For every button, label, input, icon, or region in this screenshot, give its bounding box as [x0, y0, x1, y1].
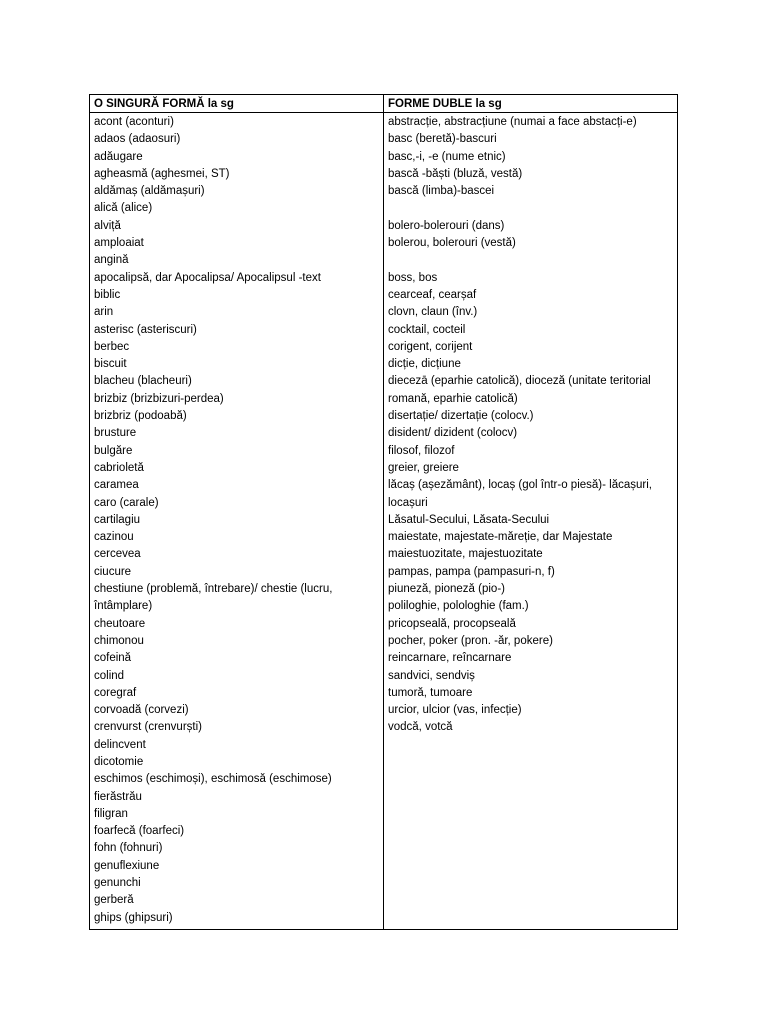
- list-item: maiestate, majestate-măreție, dar Majestate: [388, 531, 613, 544]
- list-item: caramea: [94, 479, 139, 492]
- list-item: gerberă: [94, 894, 134, 907]
- table-body-row: [90, 113, 678, 930]
- list-item: blacheu (blacheuri): [94, 375, 192, 388]
- list-item: arin: [94, 306, 114, 319]
- list-item: lăcaș (așezământ), locaș (gol într-o piesă)- lăcașuri, locașuri: [388, 479, 652, 509]
- list-item: dicotomie: [94, 755, 144, 768]
- list-item: amploaiat: [94, 237, 144, 250]
- list-item: angină: [94, 254, 129, 267]
- list-item: alviță: [94, 219, 121, 232]
- list-item: caro (carale): [94, 496, 159, 509]
- list-item: Lăsatul-Secului, Lăsata-Secului: [388, 513, 550, 526]
- single-form-list: [90, 113, 384, 930]
- list-item: cofeină: [94, 652, 132, 665]
- list-item: boss, bos: [388, 271, 438, 284]
- list-item: ghips (ghipsuri): [94, 911, 173, 924]
- list-item: cearceaf, cearșaf: [388, 288, 477, 301]
- list-item: filigran: [94, 807, 128, 820]
- list-item: chimonou: [94, 634, 144, 647]
- list-item: basc (beretă)-bascuri: [388, 133, 497, 146]
- list-item: adăugare: [94, 150, 143, 163]
- word-forms-table: [89, 94, 678, 930]
- list-item: [388, 252, 677, 269]
- list-item: piuneză, pioneză (pio-): [388, 583, 505, 596]
- list-item: eschimos (eschimoși), eschimosă (eschimose): [94, 773, 332, 786]
- list-item: bască -băști (bluză, vestă): [388, 167, 523, 180]
- list-item: disident/ dizident (colocv): [388, 427, 518, 440]
- list-item: bască (limba)-bascei: [388, 185, 495, 198]
- list-item: dicție, dicțiune: [388, 358, 461, 371]
- list-item: genuflexiune: [94, 859, 160, 872]
- list-item: basc,-i, -e (nume etnic): [388, 150, 506, 163]
- list-item: biblic: [94, 288, 121, 301]
- table-header-row: [90, 95, 678, 113]
- list-item: cazinou: [94, 531, 134, 544]
- list-item: corvoadă (corvezi): [94, 704, 189, 717]
- list-item: acont (aconturi): [94, 116, 174, 128]
- list-item: pampas, pampa (pampasuri-n, f): [388, 565, 555, 578]
- list-item: cheutoare: [94, 617, 146, 630]
- list-item: apocalipsă, dar Apocalipsa/ Apocalipsul -text: [94, 271, 321, 284]
- list-item: bolerou, bolerouri (vestă): [388, 237, 516, 250]
- list-item: filosof, filozof: [388, 444, 455, 457]
- list-item: corigent, corijent: [388, 340, 473, 353]
- list-item: polilоghie, polologhie (fam.): [388, 600, 529, 613]
- list-item: foarfecă (foarfeci): [94, 825, 185, 838]
- list-item: genunchi: [94, 877, 141, 890]
- list-item: disertație/ dizertație (colocv.): [388, 410, 534, 423]
- list-item: [388, 200, 677, 217]
- header-single-form: O SINGURĂ FORMĂ la sg: [90, 95, 384, 113]
- list-item: clovn, claun (înv.): [388, 306, 478, 319]
- list-item: brizbriz (podoabă): [94, 410, 187, 423]
- list-item: crenvurst (crenvurști): [94, 721, 202, 734]
- list-item: cabrioletă: [94, 461, 144, 474]
- list-item: cartilagiu: [94, 513, 141, 526]
- list-item: abstracție, abstracțiune (numai a face abstacți-e): [388, 116, 637, 128]
- list-item: urcior, ulcior (vas, infecție): [388, 704, 522, 717]
- list-item: bulgăre: [94, 444, 133, 457]
- list-item: aldămaș (aldămașuri): [94, 185, 205, 198]
- list-item: pocher, poker (pron. -ăr, pokere): [388, 634, 553, 647]
- list-item: reincarnare, reîncarnare: [388, 652, 512, 665]
- list-item: berbec: [94, 340, 130, 353]
- list-item: pricopseală, procopseală: [388, 617, 516, 630]
- list-item: coregraf: [94, 686, 137, 699]
- list-item: vodcă, votcă: [388, 721, 453, 734]
- list-item: brusture: [94, 427, 137, 440]
- list-item: chestiune (problemă, întrebare)/ chestie (lucru, întâmplare): [94, 583, 333, 613]
- list-item: sandvici, sendviș: [388, 669, 475, 682]
- list-item: diecezā (eparhie catolică), dioceză (unitate teritorial romană, eparhie catolică): [388, 375, 651, 405]
- list-item: greier, greiere: [388, 461, 459, 474]
- list-item: agheasmă (aghesmei, ST): [94, 167, 230, 180]
- list-item: bolero-bolerouri (dans): [388, 219, 505, 232]
- list-item: fierăstrău: [94, 790, 142, 803]
- list-item: asterisc (asteriscuri): [94, 323, 197, 336]
- list-item: adaos (adaosuri): [94, 133, 181, 146]
- list-item: alică (alice): [94, 202, 153, 215]
- list-item: delincvent: [94, 738, 146, 751]
- list-item: tumoră, tumoare: [388, 686, 473, 699]
- header-double-forms: FORME DUBLE la sg: [384, 95, 678, 113]
- double-forms-list: [384, 113, 678, 930]
- list-item: cercevea: [94, 548, 141, 561]
- list-item: maiestuozitate, majestuozitate: [388, 548, 543, 561]
- list-item: fohn (fohnuri): [94, 842, 163, 855]
- list-item: biscuit: [94, 358, 127, 371]
- list-item: cocktail, cocteil: [388, 323, 466, 336]
- list-item: colind: [94, 669, 125, 682]
- list-item: ciucure: [94, 565, 132, 578]
- list-item: brizbiz (brizbizuri-perdea): [94, 392, 224, 405]
